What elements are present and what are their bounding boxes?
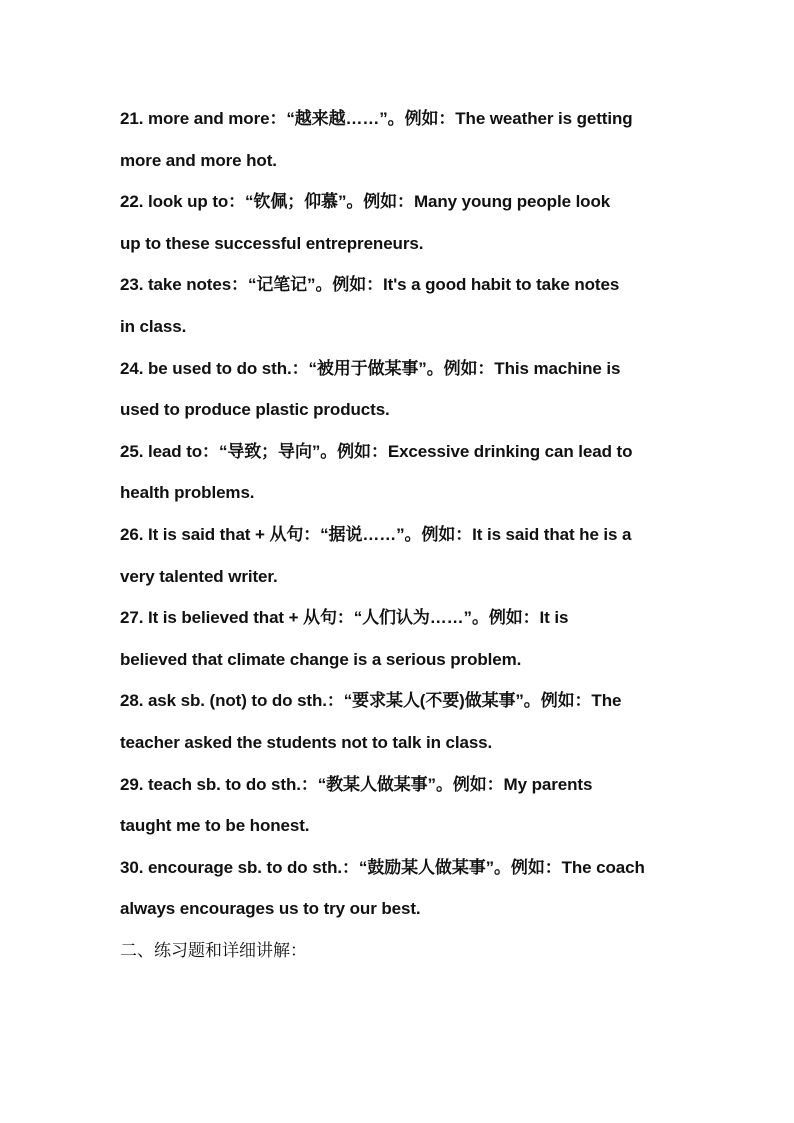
entry-28-line-2: teacher asked the students not to talk in class. [120,732,493,752]
document-body [120,98,690,971]
entry-29-line-1: 29. teach sb. to do sth.：“教某人做某事”。例如：My parents [120,774,593,794]
entry-22-line-1: 22. look up to：“钦佩；仰慕”。例如：Many young people look [120,192,611,212]
entry-22-line-2: up to these successful entrepreneurs. [120,233,424,253]
entry-23-line-1: 23. take notes：“记笔记”。例如：It's a good habit to take notes [120,275,620,295]
entry-25-line-1: 25. lead to：“导致；导向”。例如：Excessive drinking can lead to [120,441,633,461]
entry-26-line-2: very talented writer. [120,566,278,586]
entry-25-line-2: health problems. [120,483,255,503]
section-heading: 二、练习题和详细讲解： [120,940,307,960]
entry-30-line-1: 30. encourage sb. to do sth.：“鼓励某人做某事”。例如：The coach [120,857,645,877]
entry-23-line-2: in class. [120,316,187,336]
entry-27-line-1: 27. It is believed that + 从句：“人们认为……”。例如：It is [120,608,569,628]
entry-21-line-1: 21. more and more：“越来越……”。例如：The weather is getting [120,109,633,128]
entry-24-line-1: 24. be used to do sth.：“被用于做某事”。例如：This machine is [120,358,621,378]
entry-28-line-1: 28. ask sb. (not) to do sth.：“要求某人(不要)做某事”。例如：The [120,691,622,711]
entry-21-line-2: more and more hot. [120,150,277,170]
entry-27-line-2: believed that climate change is a serious problem. [120,649,522,669]
entry-29-line-2: taught me to be honest. [120,816,310,836]
entry-24-line-2: used to produce plastic products. [120,400,390,420]
entry-26-line-1: 26. It is said that + 从句：“据说……”。例如：It is said that he is a [120,524,632,544]
entry-30-line-2: always encourages us to try our best. [120,899,421,919]
